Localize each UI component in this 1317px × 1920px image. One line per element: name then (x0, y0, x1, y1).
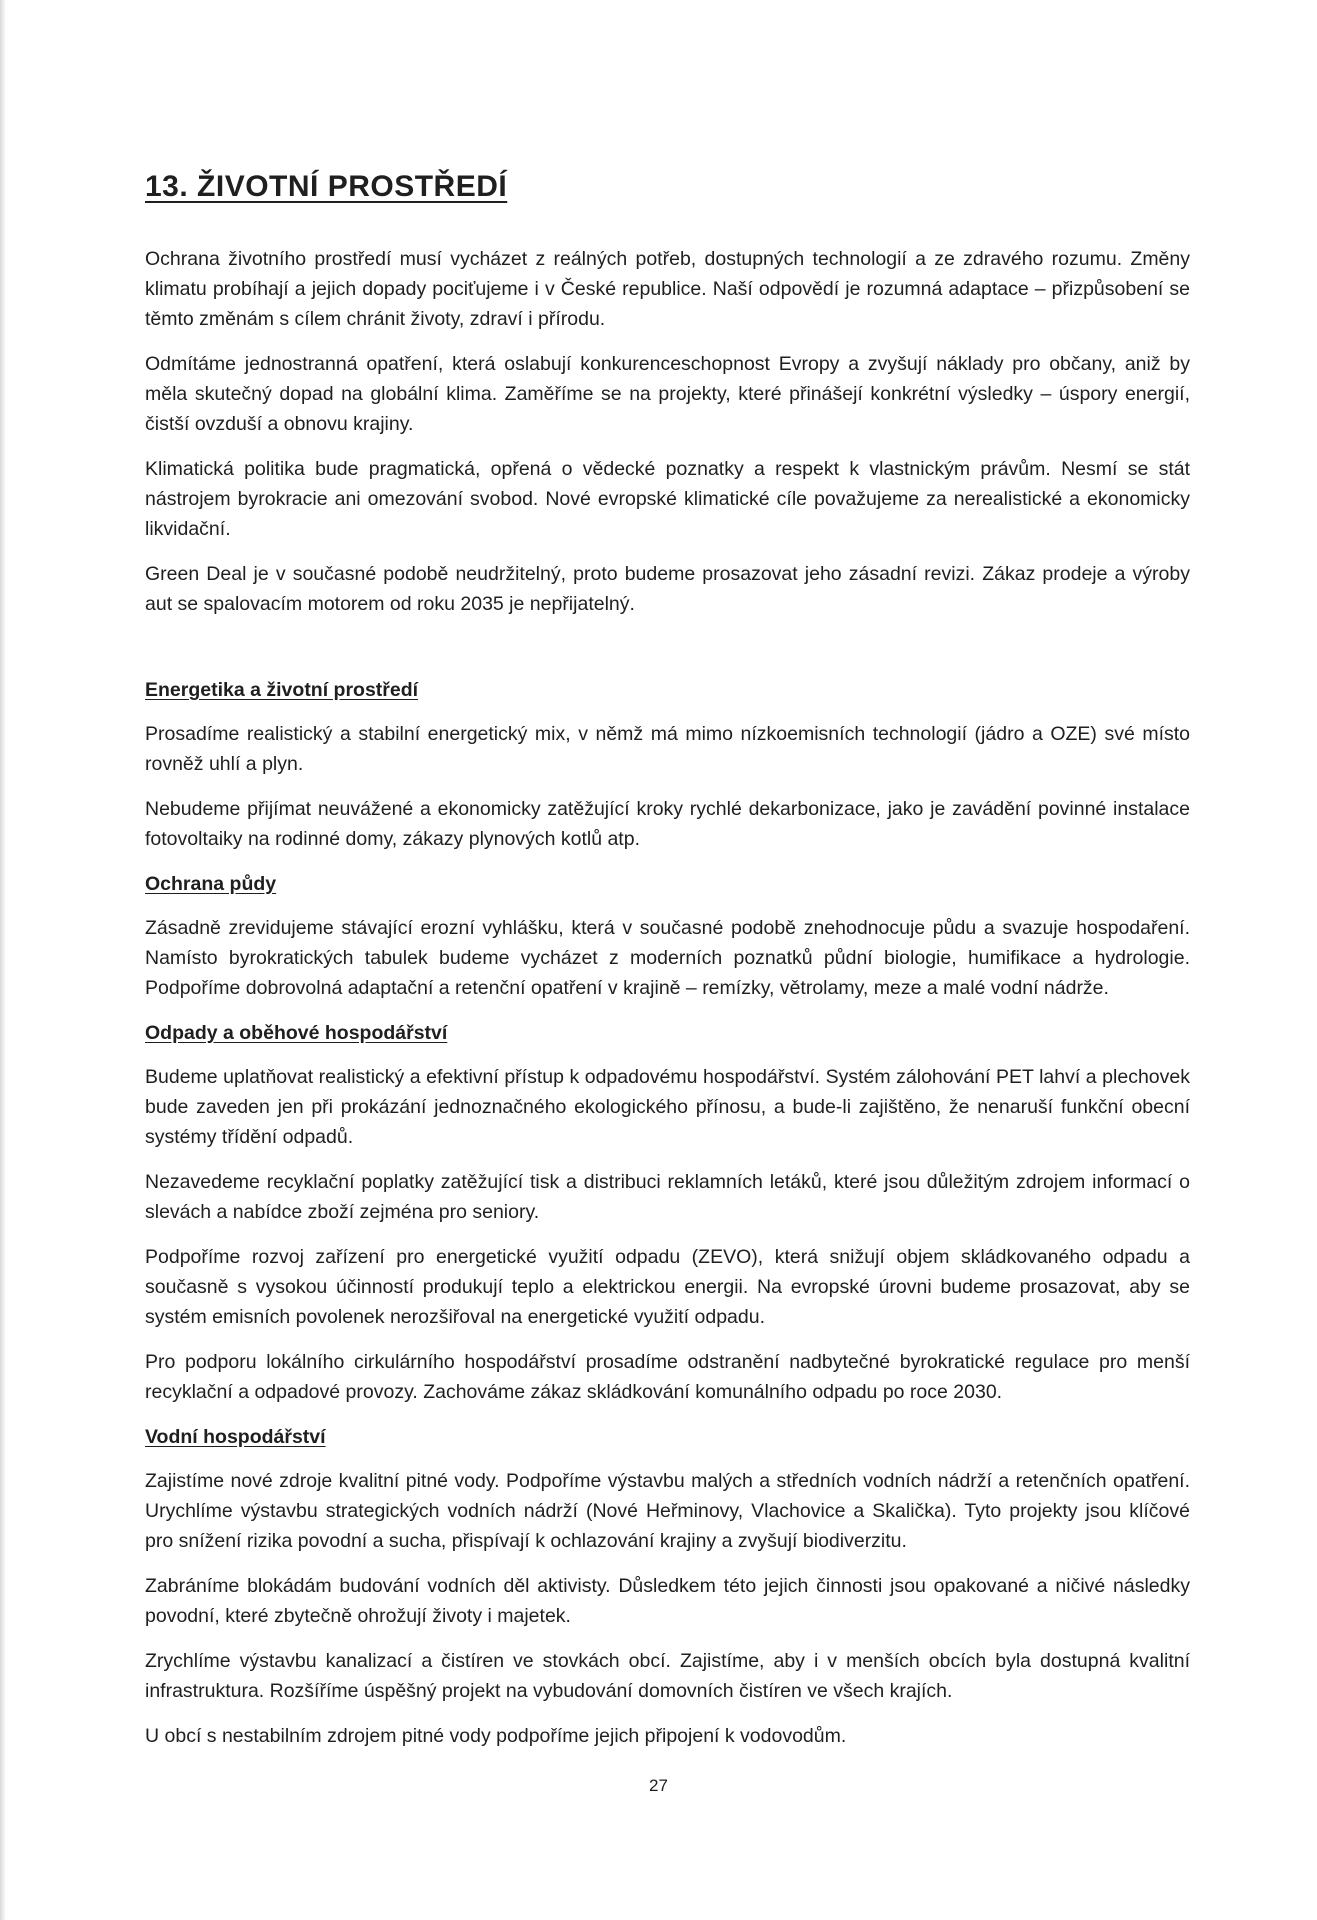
section-paragraph: Nezavedeme recyklační poplatky zatěžující tisk a distribuci reklamních letáků, které jsou důležitým zdrojem informací o slevách a nabídce zboží zejména pro seniory. (145, 1171, 1190, 1223)
section-paragraph: Nebudeme přijímat neuvážené a ekonomicky zatěžující kroky rychlé dekarbonizace, jako je zavádění povinné instalace fotovoltaiky na rodinné domy, zákazy plynových kotlů atp. (145, 798, 1190, 850)
section-paragraph: Pro podporu lokálního cirkulárního hospodářství prosadíme odstranění nadbytečné byrokratické regulace pro menší recyklační a odpadové provozy. Zachováme zákaz skládkování komunálního odpadu po roce 2030. (145, 1351, 1190, 1403)
intro-block (145, 244, 1190, 619)
scan-edge (0, 0, 6, 1920)
section-paragraph: Zrychlíme výstavbu kanalizací a čistíren ve stovkách obcí. Zajistíme, aby i v menších obcích byla dostupná kvalitní infrastruktura. Rozšíříme úspěšný projekt na vybudování domovních čistíren ve všech krajích. (145, 1650, 1190, 1702)
section-paragraph: Zajistíme nové zdroje kvalitní pitné vody. Podpoříme výstavbu malých a středních vodních nádrží a retenčních opatření. Urychlíme výstavbu strategických vodních nádrží (Nové Heřminovy, Vlachovice a Skalička). Tyto projekty jsou klíčové pro snížení rizika povodní a sucha, přispívají k ochlazování krajiny a zvyšují biodiverzitu. (145, 1470, 1190, 1552)
section-paragraph: Zásadně zrevidujeme stávající erozní vyhlášku, která v současné podobě znehodnocuje půdu a svazuje hospodaření. Namísto byrokratických tabulek budeme vycházet z moderních poznatků půdní biologie, humifikace a hydrologie. Podpoříme dobrovolná adaptační a retenční opatření v krajině – remízky, větrolamy, meze a malé vodní nádrže. (145, 917, 1190, 999)
section-energy (145, 675, 1190, 854)
section-heading: Odpady a oběhové hospodářství (145, 1022, 448, 1044)
section-water (145, 1422, 1190, 1751)
section-paragraph: Zabráníme blokádám budování vodních děl aktivisty. Důsledkem této jejich činnosti jsou opakované a ničivé následky povodní, které zbytečně ohrožují životy i majetek. (145, 1575, 1190, 1627)
section-heading: Vodní hospodářství (145, 1426, 326, 1448)
document-page (145, 170, 1190, 1766)
section-paragraph: Prosadíme realistický a stabilní energetický mix, v němž má mimo nízkoemisních technologií (jádro a OZE) své místo rovněž uhlí a plyn. (145, 723, 1190, 775)
intro-paragraph: Odmítáme jednostranná opatření, která oslabují konkurenceschopnost Evropy a zvyšují náklady pro občany, aniž by měla skutečný dopad na globální klima. Zaměříme se na projekty, které přinášejí konkrétní výsledky – úspory energií, čistší ovzduší a obnovu krajiny. (145, 353, 1190, 435)
intro-paragraph: Klimatická politika bude pragmatická, opřená o vědecké poznatky a respekt k vlastnickým právům. Nesmí se stát nástrojem byrokracie ani omezování svobod. Nové evropské klimatické cíle považujeme za nerealistické a ekonomicky likvidační. (145, 458, 1190, 540)
intro-paragraph: Green Deal je v současné podobě neudržitelný, proto budeme prosazovat jeho zásadní revizi. Zákaz prodeje a výroby aut se spalovacím motorem od roku 2035 je nepřijatelný. (145, 563, 1190, 615)
chapter-title: 13. ŽIVOTNÍ PROSTŘEDÍ (145, 170, 508, 203)
section-heading: Energetika a životní prostředí (145, 679, 419, 701)
section-paragraph: Podpoříme rozvoj zařízení pro energetické využití odpadu (ZEVO), která snižují objem skládkovaného odpadu a současně s vysokou účinností produkují teplo a elektrickou energii. Na evropské úrovni budeme prosazovat, aby se systém emisních povolenek nerozšiřoval na energetické využití odpadu. (145, 1246, 1190, 1328)
intro-paragraph: Ochrana životního prostředí musí vycházet z reálných potřeb, dostupných technologií a ze zdravého rozumu. Změny klimatu probíhají a jejich dopady pociťujeme i v České republice. Naší odpovědí je rozumná adaptace – přizpůsobení se těmto změnám s cílem chránit životy, zdraví i přírodu. (145, 248, 1190, 330)
section-paragraph: Budeme uplatňovat realistický a efektivní přístup k odpadovému hospodářství. Systém zálohování PET lahví a plechovek bude zaveden jen při prokázání jednoznačného ekologického přínosu, a bude-li zajištěno, že nenaruší funkční obecní systémy třídění odpadů. (145, 1066, 1190, 1148)
section-waste (145, 1018, 1190, 1407)
section-paragraph: U obcí s nestabilním zdrojem pitné vody podpoříme jejich připojení k vodovodům. (145, 1725, 847, 1747)
section-heading: Ochrana půdy (145, 873, 277, 895)
page-number: 27 (649, 1776, 668, 1795)
section-soil (145, 869, 1190, 1003)
